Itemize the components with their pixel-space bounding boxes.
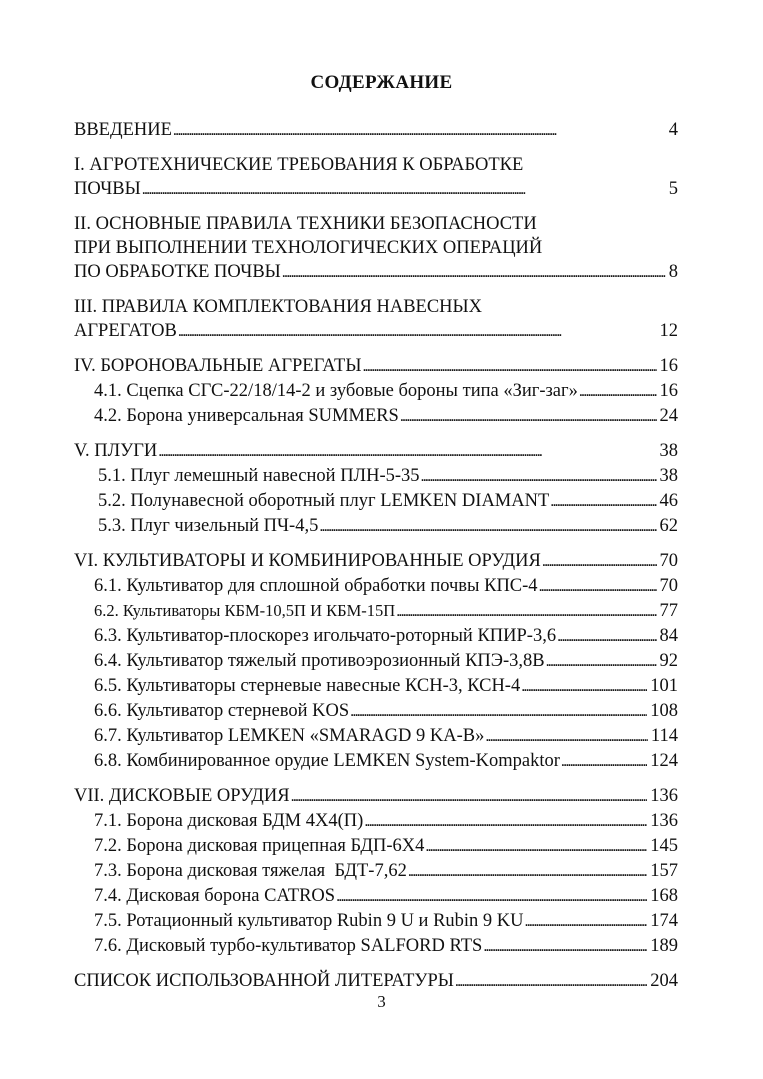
dot-leader — [557, 625, 656, 649]
dot-leader — [546, 650, 657, 674]
toc-page-number: 108 — [650, 701, 678, 721]
dot-leader — [483, 935, 647, 959]
toc-subentry — [74, 724, 678, 749]
toc-entry-section-1 — [74, 153, 678, 202]
toc-subentry — [74, 749, 678, 774]
toc-subentry — [74, 859, 678, 884]
toc-page-number: 5 — [668, 179, 678, 199]
dot-leader — [336, 885, 647, 909]
toc-subentry — [74, 404, 678, 429]
toc-page-number: 145 — [650, 836, 678, 856]
toc-page-number: 62 — [659, 516, 678, 536]
dot-leader — [550, 490, 656, 514]
toc-entry-text: 6.2. Культиваторы КБМ-10,5П И КБМ-15П — [94, 601, 396, 620]
dot-leader — [579, 380, 657, 404]
toc-entry-section-4 — [74, 354, 678, 379]
toc-entry-text: III. ПРАВИЛА КОМПЛЕКТОВАНИЯ НАВЕСНЫХ — [74, 297, 483, 317]
toc-page-number: 4 — [668, 120, 678, 140]
toc-entry-text: 4.1. Сцепка СГС-22/18/14-2 и зубовые бороны типа «Зиг-заг» — [94, 381, 578, 401]
toc-entry-section-3 — [74, 295, 678, 344]
page-number: 3 — [377, 992, 386, 1011]
toc-subentry — [74, 489, 678, 514]
dot-leader — [396, 600, 656, 624]
toc-page-number: 24 — [659, 406, 678, 426]
toc-entry-text: 5.1. Плуг лемешный навесной ПЛН-5-35 — [98, 466, 420, 486]
toc-entry-text: 6.4. Культиватор тяжелый противоэрозионный КПЭ-3,8В — [94, 651, 545, 671]
toc-page-number: 174 — [650, 911, 678, 931]
toc-subentry — [74, 834, 678, 859]
toc-entry-text: 6.5. Культиваторы стерневые навесные КСН-3, КСН-4 — [94, 676, 521, 696]
toc-page-number: 168 — [650, 886, 678, 906]
toc-subentry — [74, 624, 678, 649]
dot-leader — [539, 575, 657, 599]
toc-subentry — [74, 884, 678, 909]
dot-leader — [173, 119, 666, 143]
dot-leader — [521, 675, 647, 699]
toc-page-number: 204 — [650, 971, 678, 991]
toc-entry-text: I. АГРОТЕХНИЧЕСКИЕ ТРЕБОВАНИЯ К ОБРАБОТКЕ — [74, 155, 524, 175]
dot-leader — [178, 320, 657, 344]
dot-leader — [362, 355, 656, 379]
toc-page-number: 92 — [659, 651, 678, 671]
toc-page-number: 136 — [650, 811, 678, 831]
toc-entry-text: 7.5. Ротационный культиватор Rubin 9 U и Rubin 9 KU — [94, 911, 524, 931]
toc-entry-text: VII. ДИСКОВЫЕ ОРУДИЯ — [74, 786, 290, 806]
toc-entry-text: 5.3. Плуг чизельный ПЧ-4,5 — [98, 516, 319, 536]
toc-entry-text: VI. КУЛЬТИВАТОРЫ И КОМБИНИРОВАННЫЕ ОРУДИЯ — [74, 551, 541, 571]
table-of-contents — [74, 118, 678, 994]
dot-leader — [542, 550, 657, 574]
toc-page-number: 70 — [659, 576, 678, 596]
toc-entry-text: СПИСОК ИСПОЛЬЗОВАННОЙ ЛИТЕРАТУРЫ — [74, 971, 454, 991]
toc-entry-introduction — [74, 118, 678, 143]
dot-leader — [158, 440, 656, 464]
toc-entry-text: II. ОСНОВНЫЕ ПРАВИЛА ТЕХНИКИ БЕЗОПАСНОСТИ — [74, 214, 537, 234]
toc-entry-text: 5.2. Полунавесной оборотный плуг LEMKEN DIAMANT — [98, 491, 550, 511]
toc-page-number: 70 — [659, 551, 678, 571]
toc-subentry — [74, 464, 678, 489]
toc-page-number: 77 — [659, 601, 678, 621]
toc-page-number: 16 — [659, 381, 678, 401]
dot-leader — [485, 725, 648, 749]
toc-subentry — [74, 934, 678, 959]
toc-entry-text: ПО ОБРАБОТКЕ ПОЧВЫ — [74, 262, 281, 282]
toc-entry-text: 7.6. Дисковый турбо-культиватор SALFORD RTS — [94, 936, 483, 956]
toc-entry-text: 7.3. Борона дисковая тяжелая БДТ-7,62 — [94, 861, 407, 881]
dot-leader — [350, 700, 647, 724]
dot-leader — [408, 860, 647, 884]
toc-entry-text: 6.7. Культиватор LEMKEN «SMARAGD 9 KA-B» — [94, 726, 485, 746]
toc-entry-text: 7.1. Борона дисковая БДМ 4Х4(П) — [94, 811, 364, 831]
toc-entry-references — [74, 969, 678, 994]
toc-page-number: 114 — [650, 726, 678, 746]
toc-entry-text: 6.3. Культиватор-плоскорез игольчато-роторный КПИР-3,6 — [94, 626, 557, 646]
dot-leader — [364, 810, 647, 834]
dot-leader — [425, 835, 647, 859]
toc-subentry — [74, 649, 678, 674]
dot-leader — [291, 785, 648, 809]
dot-leader — [282, 261, 666, 285]
toc-entry-text: IV. БОРОНОВАЛЬНЫЕ АГРЕГАТЫ — [74, 356, 362, 376]
toc-page-number: 46 — [659, 491, 678, 511]
toc-entry-text: АГРЕГАТОВ — [74, 321, 177, 341]
toc-entry-text: 7.4. Дисковая борона CATROS — [94, 886, 336, 906]
toc-page-number: 12 — [659, 321, 678, 341]
toc-subentry — [74, 599, 678, 624]
toc-page-number: 8 — [668, 262, 678, 282]
toc-subentry — [74, 809, 678, 834]
dot-leader — [400, 405, 657, 429]
dot-leader — [455, 970, 647, 994]
toc-subentry — [74, 514, 678, 539]
toc-page-number: 38 — [659, 466, 678, 486]
toc-entry-section-2 — [74, 212, 678, 285]
dot-leader — [319, 515, 656, 539]
toc-entry-text: ПОЧВЫ — [74, 179, 141, 199]
toc-entry-text: 6.6. Культиватор стерневой KOS — [94, 701, 350, 721]
toc-page-number: 84 — [659, 626, 678, 646]
toc-entry-text: 6.1. Культиватор для сплошной обработки почвы КПС-4 — [94, 576, 538, 596]
dot-leader — [421, 465, 657, 489]
toc-subentry — [74, 699, 678, 724]
toc-subentry — [74, 909, 678, 934]
toc-subentry — [74, 379, 678, 404]
toc-entry-section-6 — [74, 549, 678, 574]
toc-subentry — [74, 574, 678, 599]
toc-page-number: 124 — [650, 751, 678, 771]
toc-entry-text: ПРИ ВЫПОЛНЕНИИ ТЕХНОЛОГИЧЕСКИХ ОПЕРАЦИЙ — [74, 238, 543, 258]
page-title: СОДЕРЖАНИЕ — [310, 72, 453, 93]
toc-entry-section-7 — [74, 784, 678, 809]
toc-page-number: 157 — [650, 861, 678, 881]
toc-entry-text: ВВЕДЕНИЕ — [74, 120, 172, 140]
toc-page-number: 38 — [659, 441, 678, 461]
toc-page-number: 101 — [650, 676, 678, 696]
toc-page-number: 136 — [650, 786, 678, 806]
dot-leader — [561, 750, 647, 774]
dot-leader — [525, 910, 648, 934]
toc-page-number: 16 — [659, 356, 678, 376]
toc-entry-section-5 — [74, 439, 678, 464]
toc-entry-text: V. ПЛУГИ — [74, 441, 158, 461]
toc-page-number: 189 — [650, 936, 678, 956]
toc-entry-text: 7.2. Борона дисковая прицепная БДП-6Х4 — [94, 836, 425, 856]
toc-entry-text: 4.2. Борона универсальная SUMMERS — [94, 406, 399, 426]
dot-leader — [142, 178, 666, 202]
toc-entry-text: 6.8. Комбинированное орудие LEMKEN System-Kompaktor — [94, 751, 560, 771]
toc-subentry — [74, 674, 678, 699]
